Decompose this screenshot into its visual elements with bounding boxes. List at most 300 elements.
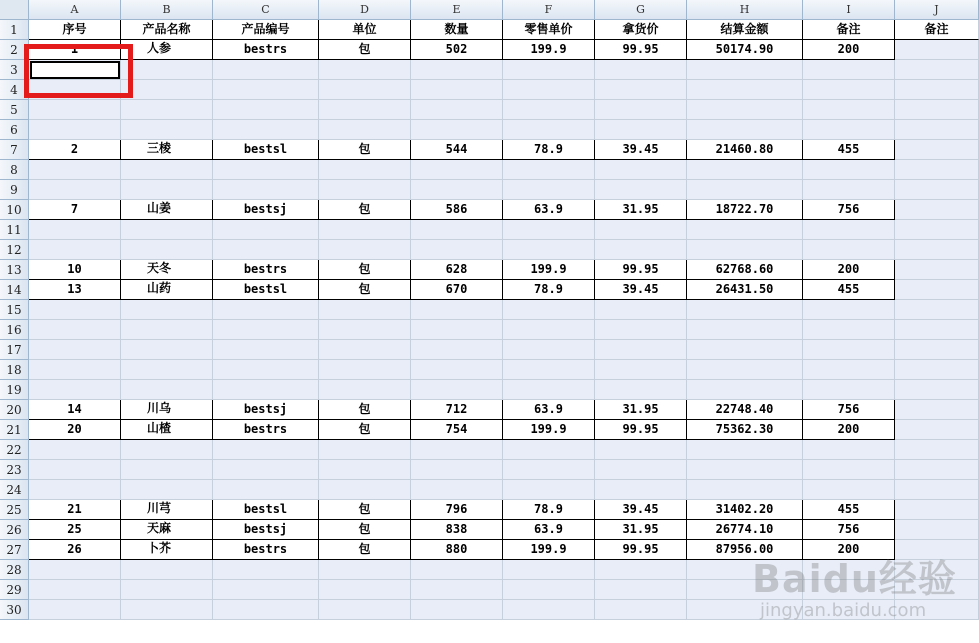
cell-e14[interactable]: 670 bbox=[411, 280, 503, 300]
empty-cell[interactable] bbox=[895, 340, 979, 360]
empty-cell[interactable] bbox=[319, 380, 411, 400]
empty-cell[interactable] bbox=[595, 380, 687, 400]
row-header-17[interactable]: 17 bbox=[0, 340, 29, 360]
empty-cell[interactable] bbox=[687, 380, 803, 400]
row-header-16[interactable]: 16 bbox=[0, 320, 29, 340]
empty-cell[interactable] bbox=[121, 460, 213, 480]
empty-cell[interactable] bbox=[895, 140, 979, 160]
empty-cell[interactable] bbox=[319, 60, 411, 80]
row-header-20[interactable]: 20 bbox=[0, 400, 29, 420]
empty-cell[interactable] bbox=[503, 460, 595, 480]
empty-cell[interactable] bbox=[319, 120, 411, 140]
cell-c14[interactable]: bestsl bbox=[213, 280, 319, 300]
empty-cell[interactable] bbox=[895, 460, 979, 480]
cell-c2[interactable]: bestrs bbox=[213, 40, 319, 60]
row-header-29[interactable]: 29 bbox=[0, 580, 29, 600]
cell-g13[interactable]: 99.95 bbox=[595, 260, 687, 280]
empty-cell[interactable] bbox=[803, 440, 895, 460]
empty-cell[interactable] bbox=[213, 240, 319, 260]
empty-cell[interactable] bbox=[687, 320, 803, 340]
empty-cell[interactable] bbox=[213, 180, 319, 200]
cell-a20[interactable]: 14 bbox=[29, 400, 121, 420]
empty-cell[interactable] bbox=[895, 580, 979, 600]
cell-d27[interactable]: 包 bbox=[319, 540, 411, 560]
row-header-5[interactable]: 5 bbox=[0, 100, 29, 120]
column-header-b[interactable]: B bbox=[121, 0, 213, 20]
header-cell-g[interactable]: 拿货价 bbox=[595, 20, 687, 40]
empty-cell[interactable] bbox=[803, 340, 895, 360]
empty-cell[interactable] bbox=[319, 600, 411, 620]
empty-cell[interactable] bbox=[687, 440, 803, 460]
cell-f14[interactable]: 78.9 bbox=[503, 280, 595, 300]
empty-cell[interactable] bbox=[803, 180, 895, 200]
cell-g10[interactable]: 31.95 bbox=[595, 200, 687, 220]
row-header-24[interactable]: 24 bbox=[0, 480, 29, 500]
cell-h27[interactable]: 87956.00 bbox=[687, 540, 803, 560]
empty-cell[interactable] bbox=[895, 380, 979, 400]
row-header-26[interactable]: 26 bbox=[0, 520, 29, 540]
cell-g2[interactable]: 99.95 bbox=[595, 40, 687, 60]
header-cell-f[interactable]: 零售单价 bbox=[503, 20, 595, 40]
row-header-12[interactable]: 12 bbox=[0, 240, 29, 260]
empty-cell[interactable] bbox=[213, 480, 319, 500]
cell-b27[interactable]: 卜芥 bbox=[121, 540, 213, 560]
cell-f7[interactable]: 78.9 bbox=[503, 140, 595, 160]
empty-cell[interactable] bbox=[121, 440, 213, 460]
column-header-a[interactable]: A bbox=[29, 0, 121, 20]
column-header-j[interactable]: J bbox=[895, 0, 979, 20]
empty-cell[interactable] bbox=[29, 480, 121, 500]
empty-cell[interactable] bbox=[895, 60, 979, 80]
empty-cell[interactable] bbox=[29, 180, 121, 200]
empty-cell[interactable] bbox=[121, 60, 213, 80]
empty-cell[interactable] bbox=[803, 600, 895, 620]
empty-cell[interactable] bbox=[121, 120, 213, 140]
column-header-d[interactable]: D bbox=[319, 0, 411, 20]
cell-d10[interactable]: 包 bbox=[319, 200, 411, 220]
cell-e13[interactable]: 628 bbox=[411, 260, 503, 280]
empty-cell[interactable] bbox=[29, 220, 121, 240]
empty-cell[interactable] bbox=[213, 560, 319, 580]
cell-a27[interactable]: 26 bbox=[29, 540, 121, 560]
empty-cell[interactable] bbox=[121, 180, 213, 200]
column-header-g[interactable]: G bbox=[595, 0, 687, 20]
column-header-h[interactable]: H bbox=[687, 0, 803, 20]
header-cell-h[interactable]: 结算金额 bbox=[687, 20, 803, 40]
cell-e7[interactable]: 544 bbox=[411, 140, 503, 160]
empty-cell[interactable] bbox=[895, 200, 979, 220]
empty-cell[interactable] bbox=[687, 120, 803, 140]
empty-cell[interactable] bbox=[213, 360, 319, 380]
cell-h25[interactable]: 31402.20 bbox=[687, 500, 803, 520]
cell-i20[interactable]: 756 bbox=[803, 400, 895, 420]
cell-d21[interactable]: 包 bbox=[319, 420, 411, 440]
empty-cell[interactable] bbox=[895, 280, 979, 300]
empty-cell[interactable] bbox=[503, 180, 595, 200]
empty-cell[interactable] bbox=[411, 220, 503, 240]
empty-cell[interactable] bbox=[803, 60, 895, 80]
cell-a13[interactable]: 10 bbox=[29, 260, 121, 280]
empty-cell[interactable] bbox=[121, 160, 213, 180]
cell-i7[interactable]: 455 bbox=[803, 140, 895, 160]
empty-cell[interactable] bbox=[895, 320, 979, 340]
empty-cell[interactable] bbox=[411, 60, 503, 80]
cell-g14[interactable]: 39.45 bbox=[595, 280, 687, 300]
cell-g7[interactable]: 39.45 bbox=[595, 140, 687, 160]
empty-cell[interactable] bbox=[895, 160, 979, 180]
empty-cell[interactable] bbox=[121, 220, 213, 240]
empty-cell[interactable] bbox=[29, 320, 121, 340]
empty-cell[interactable] bbox=[121, 600, 213, 620]
empty-cell[interactable] bbox=[411, 300, 503, 320]
empty-cell[interactable] bbox=[803, 480, 895, 500]
cell-i10[interactable]: 756 bbox=[803, 200, 895, 220]
empty-cell[interactable] bbox=[213, 380, 319, 400]
cell-f2[interactable]: 199.9 bbox=[503, 40, 595, 60]
header-cell-e[interactable]: 数量 bbox=[411, 20, 503, 40]
empty-cell[interactable] bbox=[687, 180, 803, 200]
empty-cell[interactable] bbox=[895, 260, 979, 280]
empty-cell[interactable] bbox=[29, 160, 121, 180]
empty-cell[interactable] bbox=[411, 560, 503, 580]
empty-cell[interactable] bbox=[503, 100, 595, 120]
empty-cell[interactable] bbox=[803, 100, 895, 120]
cell-d13[interactable]: 包 bbox=[319, 260, 411, 280]
empty-cell[interactable] bbox=[411, 320, 503, 340]
empty-cell[interactable] bbox=[121, 80, 213, 100]
cell-g25[interactable]: 39.45 bbox=[595, 500, 687, 520]
empty-cell[interactable] bbox=[29, 300, 121, 320]
cell-e27[interactable]: 880 bbox=[411, 540, 503, 560]
empty-cell[interactable] bbox=[595, 180, 687, 200]
cell-b26[interactable]: 天麻 bbox=[121, 520, 213, 540]
header-cell-i[interactable]: 备注 bbox=[803, 20, 895, 40]
row-header-14[interactable]: 14 bbox=[0, 280, 29, 300]
empty-cell[interactable] bbox=[803, 380, 895, 400]
empty-cell[interactable] bbox=[687, 300, 803, 320]
empty-cell[interactable] bbox=[213, 80, 319, 100]
empty-cell[interactable] bbox=[595, 360, 687, 380]
row-header-8[interactable]: 8 bbox=[0, 160, 29, 180]
empty-cell[interactable] bbox=[411, 480, 503, 500]
cell-b2[interactable]: 人参 bbox=[121, 40, 213, 60]
cell-c27[interactable]: bestrs bbox=[213, 540, 319, 560]
row-header-11[interactable]: 11 bbox=[0, 220, 29, 240]
empty-cell[interactable] bbox=[895, 500, 979, 520]
empty-cell[interactable] bbox=[121, 560, 213, 580]
empty-cell[interactable] bbox=[411, 100, 503, 120]
row-header-15[interactable]: 15 bbox=[0, 300, 29, 320]
row-header-23[interactable]: 23 bbox=[0, 460, 29, 480]
header-cell-c[interactable]: 产品编号 bbox=[213, 20, 319, 40]
cell-i27[interactable]: 200 bbox=[803, 540, 895, 560]
empty-cell[interactable] bbox=[595, 560, 687, 580]
cell-e26[interactable]: 838 bbox=[411, 520, 503, 540]
empty-cell[interactable] bbox=[503, 340, 595, 360]
empty-cell[interactable] bbox=[411, 600, 503, 620]
empty-cell[interactable] bbox=[895, 100, 979, 120]
cell-a2[interactable]: 1 bbox=[29, 40, 121, 60]
empty-cell[interactable] bbox=[213, 320, 319, 340]
empty-cell[interactable] bbox=[895, 300, 979, 320]
empty-cell[interactable] bbox=[503, 220, 595, 240]
cell-f26[interactable]: 63.9 bbox=[503, 520, 595, 540]
empty-cell[interactable] bbox=[411, 440, 503, 460]
empty-cell[interactable] bbox=[895, 220, 979, 240]
cell-a25[interactable]: 21 bbox=[29, 500, 121, 520]
empty-cell[interactable] bbox=[319, 480, 411, 500]
empty-cell[interactable] bbox=[687, 60, 803, 80]
empty-cell[interactable] bbox=[121, 580, 213, 600]
empty-cell[interactable] bbox=[687, 460, 803, 480]
cell-a14[interactable]: 13 bbox=[29, 280, 121, 300]
cell-g21[interactable]: 99.95 bbox=[595, 420, 687, 440]
empty-cell[interactable] bbox=[411, 340, 503, 360]
cell-c21[interactable]: bestrs bbox=[213, 420, 319, 440]
column-header-e[interactable]: E bbox=[411, 0, 503, 20]
empty-cell[interactable] bbox=[803, 300, 895, 320]
cell-i25[interactable]: 455 bbox=[803, 500, 895, 520]
empty-cell[interactable] bbox=[895, 540, 979, 560]
empty-cell[interactable] bbox=[503, 120, 595, 140]
row-header-1[interactable]: 1 bbox=[0, 20, 29, 40]
empty-cell[interactable] bbox=[595, 60, 687, 80]
cell-h10[interactable]: 18722.70 bbox=[687, 200, 803, 220]
row-header-18[interactable]: 18 bbox=[0, 360, 29, 380]
empty-cell[interactable] bbox=[687, 560, 803, 580]
empty-cell[interactable] bbox=[687, 240, 803, 260]
cell-f13[interactable]: 199.9 bbox=[503, 260, 595, 280]
empty-cell[interactable] bbox=[411, 160, 503, 180]
empty-cell[interactable] bbox=[803, 580, 895, 600]
cell-f27[interactable]: 199.9 bbox=[503, 540, 595, 560]
cell-d7[interactable]: 包 bbox=[319, 140, 411, 160]
empty-cell[interactable] bbox=[213, 440, 319, 460]
empty-cell[interactable] bbox=[29, 380, 121, 400]
empty-cell[interactable] bbox=[595, 480, 687, 500]
cell-h2[interactable]: 50174.90 bbox=[687, 40, 803, 60]
empty-cell[interactable] bbox=[595, 220, 687, 240]
row-header-19[interactable]: 19 bbox=[0, 380, 29, 400]
empty-cell[interactable] bbox=[687, 100, 803, 120]
empty-cell[interactable] bbox=[687, 340, 803, 360]
cell-b7[interactable]: 三棱 bbox=[121, 140, 213, 160]
cell-c25[interactable]: bestsl bbox=[213, 500, 319, 520]
row-header-25[interactable]: 25 bbox=[0, 500, 29, 520]
empty-cell[interactable] bbox=[503, 160, 595, 180]
row-header-6[interactable]: 6 bbox=[0, 120, 29, 140]
empty-cell[interactable] bbox=[803, 120, 895, 140]
empty-cell[interactable] bbox=[895, 420, 979, 440]
empty-cell[interactable] bbox=[319, 100, 411, 120]
empty-cell[interactable] bbox=[895, 240, 979, 260]
empty-cell[interactable] bbox=[411, 580, 503, 600]
empty-cell[interactable] bbox=[29, 360, 121, 380]
empty-cell[interactable] bbox=[503, 560, 595, 580]
empty-cell[interactable] bbox=[29, 440, 121, 460]
cell-a21[interactable]: 20 bbox=[29, 420, 121, 440]
cell-i26[interactable]: 756 bbox=[803, 520, 895, 540]
empty-cell[interactable] bbox=[895, 600, 979, 620]
empty-cell[interactable] bbox=[411, 360, 503, 380]
cell-f10[interactable]: 63.9 bbox=[503, 200, 595, 220]
empty-cell[interactable] bbox=[319, 320, 411, 340]
empty-cell[interactable] bbox=[319, 440, 411, 460]
empty-cell[interactable] bbox=[595, 80, 687, 100]
cell-c10[interactable]: bestsj bbox=[213, 200, 319, 220]
cell-c7[interactable]: bestsl bbox=[213, 140, 319, 160]
empty-cell[interactable] bbox=[687, 480, 803, 500]
empty-cell[interactable] bbox=[687, 360, 803, 380]
cell-h7[interactable]: 21460.80 bbox=[687, 140, 803, 160]
header-cell-d[interactable]: 单位 bbox=[319, 20, 411, 40]
empty-cell[interactable] bbox=[503, 360, 595, 380]
row-header-21[interactable]: 21 bbox=[0, 420, 29, 440]
cell-g27[interactable]: 99.95 bbox=[595, 540, 687, 560]
empty-cell[interactable] bbox=[319, 180, 411, 200]
row-header-10[interactable]: 10 bbox=[0, 200, 29, 220]
empty-cell[interactable] bbox=[503, 480, 595, 500]
empty-cell[interactable] bbox=[319, 80, 411, 100]
empty-cell[interactable] bbox=[595, 340, 687, 360]
empty-cell[interactable] bbox=[803, 460, 895, 480]
empty-cell[interactable] bbox=[29, 100, 121, 120]
empty-cell[interactable] bbox=[503, 580, 595, 600]
cell-h13[interactable]: 62768.60 bbox=[687, 260, 803, 280]
cell-e21[interactable]: 754 bbox=[411, 420, 503, 440]
cell-d14[interactable]: 包 bbox=[319, 280, 411, 300]
empty-cell[interactable] bbox=[213, 580, 319, 600]
empty-cell[interactable] bbox=[411, 120, 503, 140]
empty-cell[interactable] bbox=[803, 320, 895, 340]
column-header-c[interactable]: C bbox=[213, 0, 319, 20]
row-header-27[interactable]: 27 bbox=[0, 540, 29, 560]
empty-cell[interactable] bbox=[503, 320, 595, 340]
empty-cell[interactable] bbox=[121, 100, 213, 120]
cell-d25[interactable]: 包 bbox=[319, 500, 411, 520]
empty-cell[interactable] bbox=[803, 220, 895, 240]
cell-i13[interactable]: 200 bbox=[803, 260, 895, 280]
empty-cell[interactable] bbox=[411, 240, 503, 260]
empty-cell[interactable] bbox=[411, 180, 503, 200]
empty-cell[interactable] bbox=[213, 460, 319, 480]
empty-cell[interactable] bbox=[319, 460, 411, 480]
empty-cell[interactable] bbox=[121, 320, 213, 340]
empty-cell[interactable] bbox=[595, 580, 687, 600]
cell-h26[interactable]: 26774.10 bbox=[687, 520, 803, 540]
empty-cell[interactable] bbox=[595, 460, 687, 480]
empty-cell[interactable] bbox=[687, 580, 803, 600]
empty-cell[interactable] bbox=[803, 80, 895, 100]
empty-cell[interactable] bbox=[595, 120, 687, 140]
cell-b14[interactable]: 山药 bbox=[121, 280, 213, 300]
select-all-corner[interactable] bbox=[0, 0, 29, 20]
empty-cell[interactable] bbox=[319, 300, 411, 320]
row-header-4[interactable]: 4 bbox=[0, 80, 29, 100]
empty-cell[interactable] bbox=[895, 520, 979, 540]
empty-cell[interactable] bbox=[503, 300, 595, 320]
empty-cell[interactable] bbox=[503, 240, 595, 260]
cell-e10[interactable]: 586 bbox=[411, 200, 503, 220]
row-header-2[interactable]: 2 bbox=[0, 40, 29, 60]
empty-cell[interactable] bbox=[29, 240, 121, 260]
empty-cell[interactable] bbox=[29, 600, 121, 620]
cell-c20[interactable]: bestsj bbox=[213, 400, 319, 420]
empty-cell[interactable] bbox=[319, 160, 411, 180]
empty-cell[interactable] bbox=[895, 440, 979, 460]
empty-cell[interactable] bbox=[319, 360, 411, 380]
cell-i2[interactable]: 200 bbox=[803, 40, 895, 60]
empty-cell[interactable] bbox=[213, 220, 319, 240]
empty-cell[interactable] bbox=[319, 240, 411, 260]
empty-cell[interactable] bbox=[895, 360, 979, 380]
empty-cell[interactable] bbox=[319, 580, 411, 600]
empty-cell[interactable] bbox=[895, 480, 979, 500]
empty-cell[interactable] bbox=[595, 300, 687, 320]
column-header-i[interactable]: I bbox=[803, 0, 895, 20]
empty-cell[interactable] bbox=[213, 120, 319, 140]
empty-cell[interactable] bbox=[213, 160, 319, 180]
empty-cell[interactable] bbox=[29, 560, 121, 580]
empty-cell[interactable] bbox=[213, 100, 319, 120]
cell-d2[interactable]: 包 bbox=[319, 40, 411, 60]
empty-cell[interactable] bbox=[29, 580, 121, 600]
cell-d20[interactable]: 包 bbox=[319, 400, 411, 420]
cell-e2[interactable]: 502 bbox=[411, 40, 503, 60]
empty-cell[interactable] bbox=[213, 340, 319, 360]
cell-e25[interactable]: 796 bbox=[411, 500, 503, 520]
row-header-13[interactable]: 13 bbox=[0, 260, 29, 280]
empty-cell[interactable] bbox=[595, 320, 687, 340]
empty-cell[interactable] bbox=[895, 560, 979, 580]
empty-cell[interactable] bbox=[411, 380, 503, 400]
cell-h14[interactable]: 26431.50 bbox=[687, 280, 803, 300]
empty-cell[interactable] bbox=[121, 340, 213, 360]
row-header-7[interactable]: 7 bbox=[0, 140, 29, 160]
empty-cell[interactable] bbox=[121, 380, 213, 400]
cell-i14[interactable]: 455 bbox=[803, 280, 895, 300]
empty-cell[interactable] bbox=[503, 380, 595, 400]
cell-f21[interactable]: 199.9 bbox=[503, 420, 595, 440]
empty-cell[interactable] bbox=[895, 80, 979, 100]
cell-a26[interactable]: 25 bbox=[29, 520, 121, 540]
empty-cell[interactable] bbox=[319, 340, 411, 360]
empty-cell[interactable] bbox=[319, 220, 411, 240]
cell-a7[interactable]: 2 bbox=[29, 140, 121, 160]
empty-cell[interactable] bbox=[121, 240, 213, 260]
empty-cell[interactable] bbox=[213, 300, 319, 320]
empty-cell[interactable] bbox=[895, 180, 979, 200]
row-header-28[interactable]: 28 bbox=[0, 560, 29, 580]
empty-cell[interactable] bbox=[595, 160, 687, 180]
empty-cell[interactable] bbox=[803, 560, 895, 580]
empty-cell[interactable] bbox=[595, 100, 687, 120]
header-cell-b[interactable]: 产品名称 bbox=[121, 20, 213, 40]
row-header-30[interactable]: 30 bbox=[0, 600, 29, 620]
cell-i21[interactable]: 200 bbox=[803, 420, 895, 440]
empty-cell[interactable] bbox=[121, 480, 213, 500]
empty-cell[interactable] bbox=[503, 440, 595, 460]
empty-cell[interactable] bbox=[411, 460, 503, 480]
cell-c26[interactable]: bestsj bbox=[213, 520, 319, 540]
cell-b13[interactable]: 天冬 bbox=[121, 260, 213, 280]
cell-f25[interactable]: 78.9 bbox=[503, 500, 595, 520]
empty-cell[interactable] bbox=[895, 40, 979, 60]
empty-cell[interactable] bbox=[595, 440, 687, 460]
empty-cell[interactable] bbox=[895, 400, 979, 420]
empty-cell[interactable] bbox=[803, 240, 895, 260]
empty-cell[interactable] bbox=[213, 60, 319, 80]
